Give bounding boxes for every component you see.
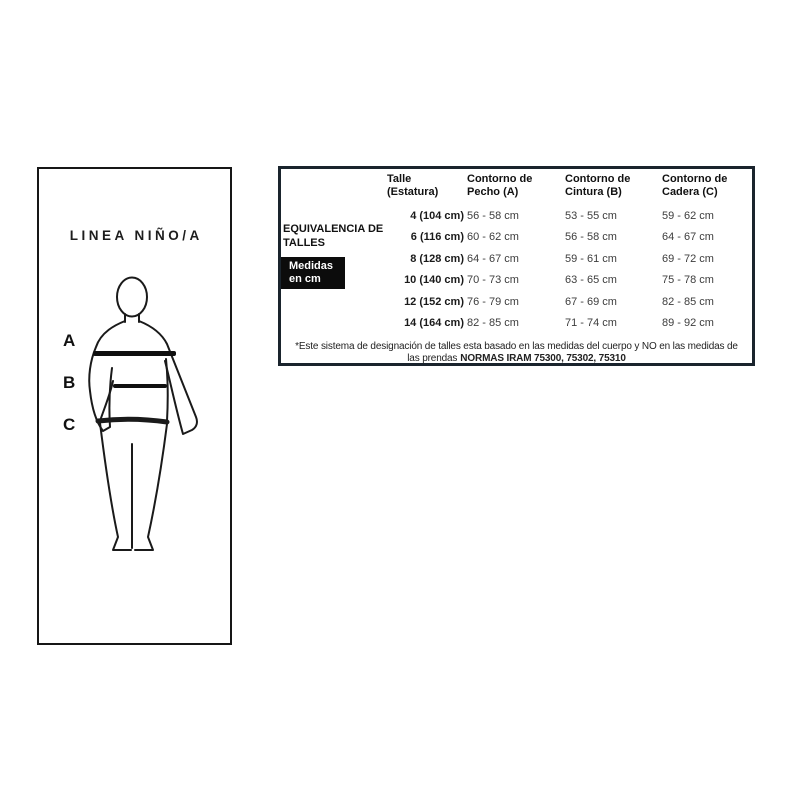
col-header-pecho: Contorno de Pecho (A) xyxy=(467,173,533,198)
footnote-line1: *Este sistema de designación de talles esta basado en las medidas del cuerpo y NO en las medidas de xyxy=(295,341,738,352)
cell-cadera: 75 - 78 cm xyxy=(662,274,714,287)
panel-title: LINEA NIÑO/A xyxy=(69,228,203,243)
cell-cintura: 59 - 61 cm xyxy=(565,252,617,265)
waist-band xyxy=(113,384,167,388)
cell-talle: 8 (128 cm) xyxy=(410,252,464,265)
cell-cadera: 69 - 72 cm xyxy=(662,252,714,265)
measure-label-c: C xyxy=(63,415,76,434)
cell-cadera: 59 - 62 cm xyxy=(662,209,714,222)
figure-head xyxy=(117,278,147,317)
cell-cintura: 53 - 55 cm xyxy=(565,209,617,222)
cell-pecho: 56 - 58 cm xyxy=(467,209,519,222)
cell-cadera: 89 - 92 cm xyxy=(662,317,714,330)
cell-talle: 10 (140 cm) xyxy=(404,274,464,287)
cell-cintura: 56 - 58 cm xyxy=(565,231,617,244)
measure-label-b: B xyxy=(63,373,76,392)
cell-pecho: 70 - 73 cm xyxy=(467,274,519,287)
child-body-figure-icon xyxy=(82,271,214,571)
cell-talle: 12 (152 cm) xyxy=(404,295,464,308)
cell-talle: 14 (164 cm) xyxy=(404,317,464,330)
measure-label-a: A xyxy=(63,331,76,350)
cell-cintura: 71 - 74 cm xyxy=(565,317,617,330)
cell-cintura: 67 - 69 cm xyxy=(565,295,617,308)
size-table xyxy=(387,169,752,334)
cell-pecho: 76 - 79 cm xyxy=(467,295,519,308)
cell-talle: 4 (104 cm) xyxy=(410,209,464,222)
cell-pecho: 82 - 85 cm xyxy=(467,317,519,330)
cell-talle: 6 (116 cm) xyxy=(410,231,464,244)
size-guide-panel xyxy=(37,167,232,645)
hip-band xyxy=(98,419,167,422)
cell-pecho: 64 - 67 cm xyxy=(467,252,519,265)
footnote-norms: NORMAS IRAM 75300, 75302, 75310 xyxy=(460,352,626,364)
cell-cintura: 63 - 65 cm xyxy=(565,274,617,287)
footnote-line2: las prendas NORMAS IRAM 75300, 75302, 75310 xyxy=(407,352,626,364)
size-table-panel xyxy=(278,166,755,366)
chest-band xyxy=(93,351,176,356)
equivalence-label: EQUIVALENCIA DE TALLES xyxy=(283,223,384,249)
cell-cadera: 82 - 85 cm xyxy=(662,295,714,308)
medidas-badge: Medidas en cm xyxy=(281,257,345,289)
col-header-cadera: Contorno de Cadera (C) xyxy=(662,173,728,198)
footnote xyxy=(281,341,752,364)
cell-cadera: 64 - 67 cm xyxy=(662,231,714,244)
col-header-cintura: Contorno de Cintura (B) xyxy=(565,173,631,198)
col-header-talle: Talle (Estatura) xyxy=(387,173,439,198)
cell-pecho: 60 - 62 cm xyxy=(467,231,519,244)
